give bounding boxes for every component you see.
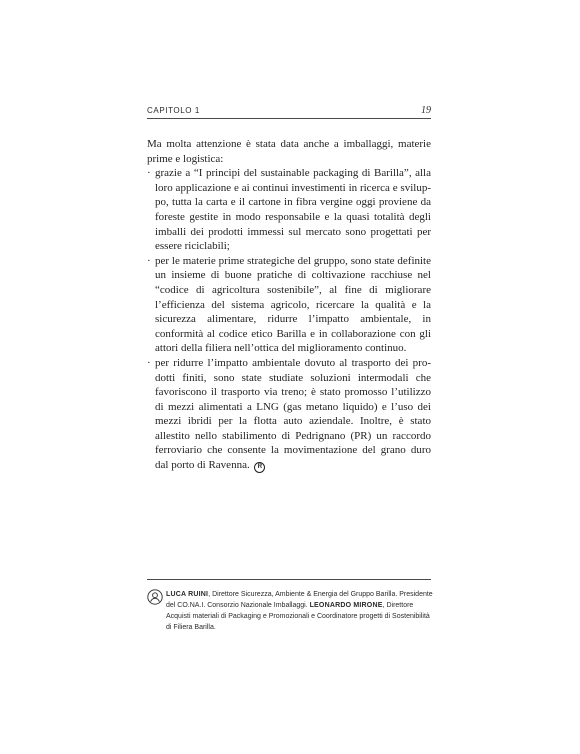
author-footnote	[166, 589, 436, 633]
author-name: LEONARDO MIRONE	[309, 602, 383, 609]
registered-circle-icon: R	[254, 462, 265, 473]
author-role: , Direttore Acquisti materiali di Packaging e Promozionali e Coordinatore progetti di Sostenibilità di Filiera Barilla.	[166, 602, 430, 631]
person-icon	[147, 589, 163, 605]
chapter-label: CAPITOLO 1	[147, 106, 200, 115]
list-item-text: per ridurre l’impatto ambientale dovuto al trasporto dei prodotti finiti, sono state studiate soluzioni intermodali che favoriscono il trasporto via treno; è stato promosso l’utilizzo di mezzi alimentati a LNG (gas metano liquido) e l’uso dei mezzi ibridi per la flotta auto aziendale. Inoltre, è stato allestito nello stabilimento di Pedrignano (PR) un raccordo ferroviario che consente la movimentazione del grano duro dal porto di Ravenna.	[155, 356, 431, 472]
running-header	[147, 106, 431, 119]
bullet-marker: ·	[147, 254, 151, 267]
list-item	[147, 356, 431, 473]
intro-paragraph: Ma molta attenzione è stata data anche a imballaggi, materie prime e logistica:	[147, 138, 431, 165]
body-text	[147, 137, 431, 473]
page-number: 19	[421, 105, 431, 116]
list-item-text: grazie a “I principi del sustainable packaging di Barilla”, alla loro applicazione e ai continui investimenti in ricerca e sviluppo, tutta la carta e il cartone in fibra vergine oggi proviene da foreste gestite in modo responsabile e la quasi totalità degli imballi dei prodotti immessi sul mercato sono progettati per essere riciclabili;	[155, 167, 431, 253]
bullet-list	[147, 166, 431, 473]
list-item	[147, 166, 431, 254]
bullet-marker: ·	[147, 167, 151, 180]
bullet-marker: ·	[147, 356, 151, 369]
footnote-divider	[147, 579, 431, 580]
list-item	[147, 254, 431, 356]
list-item-text: per le materie prime strategiche del gruppo, sono state definite un insieme di buone pratiche di coltivazione racchiuse nel “codice di agricoltura sostenibile”, al fine di migliorare l’efficienza del sistema agricolo, ricercare la qualità e la sicurezza alimentare, ridurre l’impatto ambientale, in conformità al codice etico Barilla e in collaborazione con gli attori della filiera nell’ottica del miglioramento continuo.	[155, 254, 431, 355]
author-role: , Direttore Sicurezza, Ambiente & Energia del Gruppo Barilla. Presidente del CO.NA.I. Consorzio Nazionale Imballaggi.	[166, 591, 433, 609]
author-name: LUCA RUINI	[166, 591, 209, 598]
